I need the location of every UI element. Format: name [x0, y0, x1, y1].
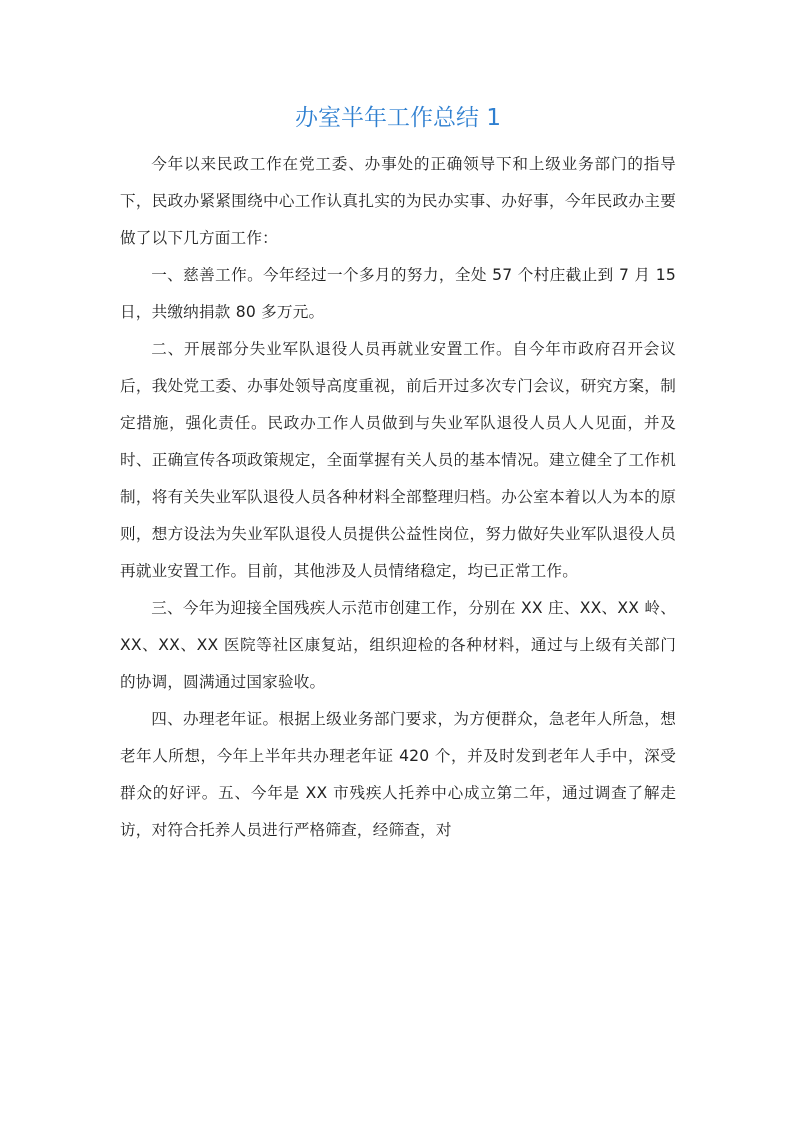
paragraph-reemployment: 二、开展部分失业军队退役人员再就业安置工作。自今年市政府召开会议后，我处党工委、办事处领导高度重视，前后开过多次专门会议，研究方案，制定措施，强化责任。民政办工作人员做到与失业军队退役人员人人见面，并及时、正确宣传各项政策规定，全面掌握有关人员的基本情况。建立健全了工作机制，将有关失业军队退役人员各种材料全部整理归档。办公室本着以人为本的原则，想方设法为失业军队退役人员提供公益性岗位，努力做好失业军队退役人员再就业安置工作。目前，其他涉及人员情绪稳定，均已正常工作。 — [120, 340, 676, 580]
paragraph-charity: 一、慈善工作。今年经过一个多月的努力，全处 57 个村庄截止到 7 月 15 日，共缴纳捐款 80 多万元。 — [120, 266, 676, 321]
document-title: 办室半年工作总结 1 — [295, 105, 501, 131]
paragraph-elderly-card: 四、办理老年证。根据上级业务部门要求，为方便群众，急老年人所急，想老年人所想，今年上半年共办理老年证 420 个，并及时发到老年人手中，深受群众的好评。五、今年是 XX 市残疾人托养中心成立第二年，通过调查了解走访，对符合托养人员进行严格筛查，经筛查，对 — [120, 710, 676, 839]
document-page — [120, 98, 676, 849]
paragraph-intro: 今年以来民政工作在党工委、办事处的正确领导下和上级业务部门的指导下，民政办紧紧围绕中心工作认真扎实的为民办实事、办好事，今年民政办主要做了以下几方面工作： — [120, 155, 676, 247]
paragraph-disability-city: 三、今年为迎接全国残疾人示范市创建工作，分别在 XX 庄、XX、XX 岭、XX、XX、XX 医院等社区康复站，组织迎检的各种材料，通过与上级有关部门的协调，圆满通过国家验收。 — [120, 599, 676, 691]
